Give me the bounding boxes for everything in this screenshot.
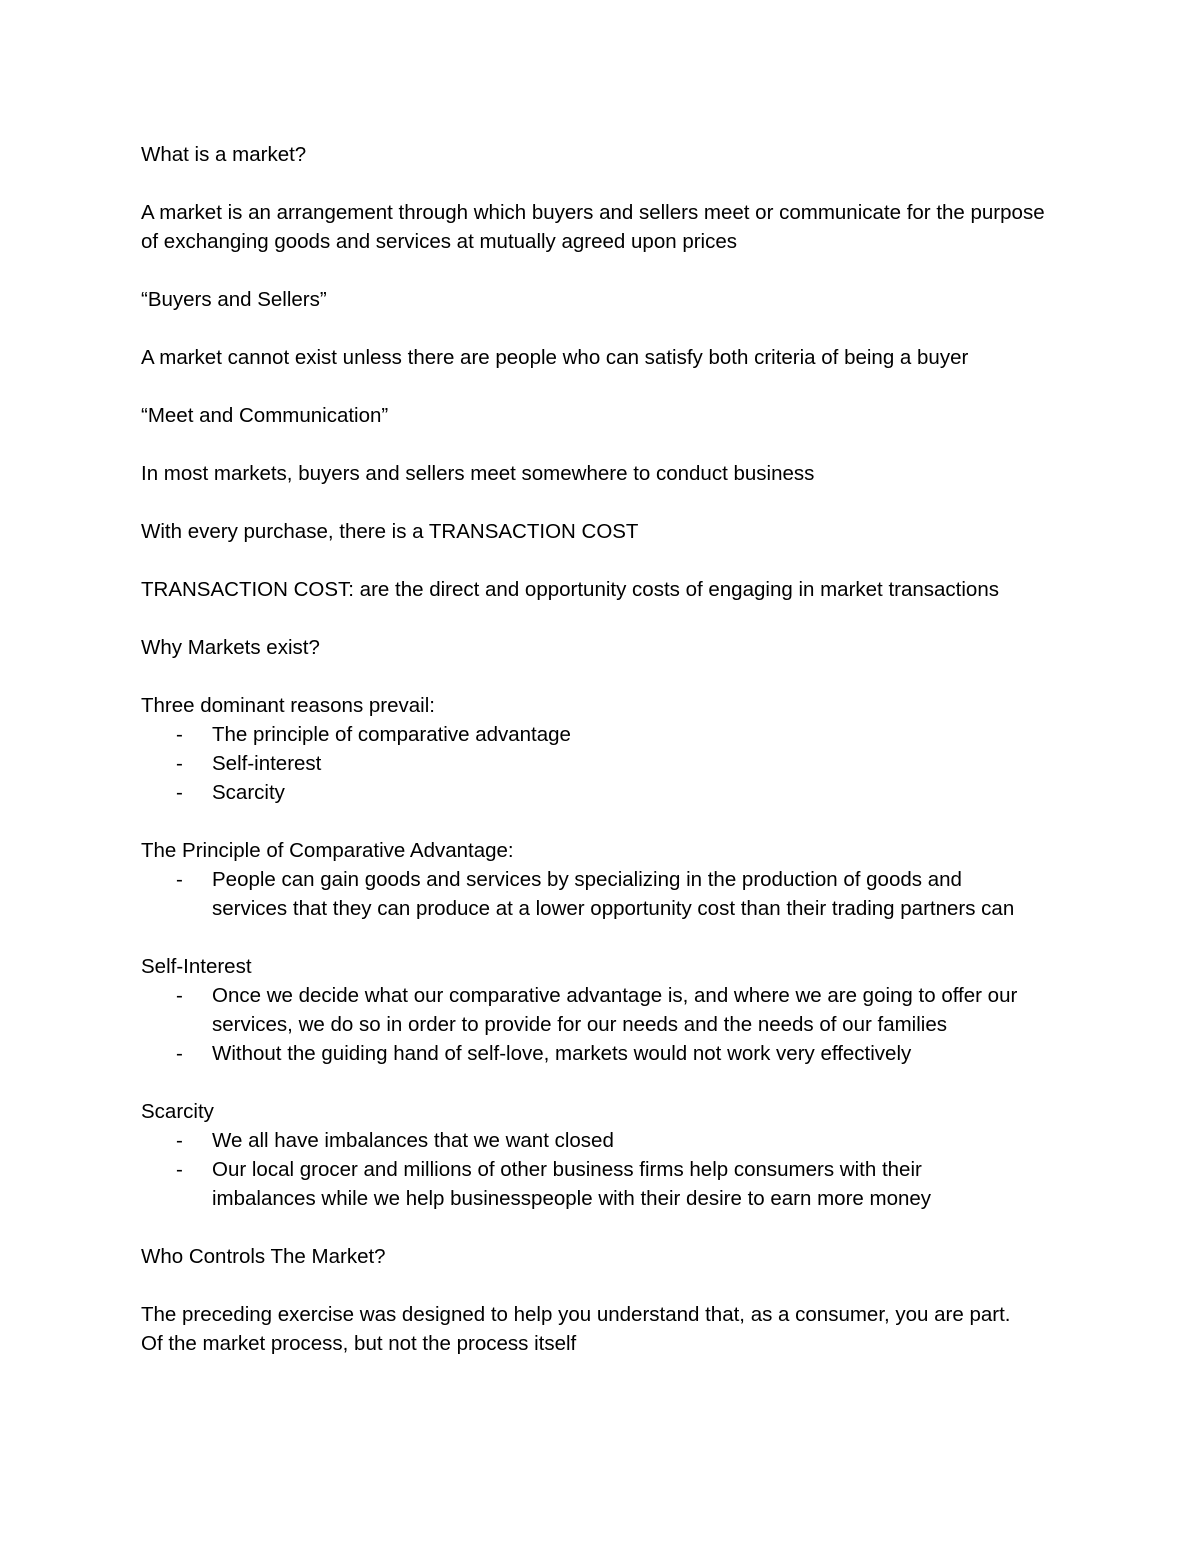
dash-bullet: - [176, 1042, 183, 1065]
list-item-text: Without the guiding hand of self-love, markets would not work very effectively [212, 1042, 912, 1065]
list-item [141, 1155, 1012, 1213]
dash-bullet: - [176, 752, 183, 775]
transaction-cost-definition: TRANSACTION COST: are the direct and opportunity costs of engaging in market transactions [141, 578, 999, 601]
dash-bullet: - [176, 781, 183, 804]
comparative-advantage-heading: The Principle of Comparative Advantage: [141, 839, 514, 862]
markets-meet-text: In most markets, buyers and sellers meet somewhere to conduct business [141, 462, 815, 485]
conclusion-line-2: Of the market process, but not the process itself [141, 1332, 577, 1355]
comparative-advantage-list [141, 865, 1081, 923]
list-item [141, 981, 1072, 1039]
list-item [141, 778, 1081, 807]
dash-bullet: - [176, 723, 183, 746]
dash-bullet: - [176, 1129, 183, 1152]
dash-bullet: - [176, 1158, 183, 1181]
list-item-text: Scarcity [212, 781, 285, 804]
market-existence-text: A market cannot exist unless there are people who can satisfy both criteria of being a buyer [141, 346, 969, 369]
buyers-sellers-heading: “Buyers and Sellers” [141, 288, 327, 311]
transaction-cost-text: With every purchase, there is a TRANSACTION COST [141, 520, 639, 543]
list-item-text: Our local grocer and millions of other business firms help consumers with their imbalances while we help businesspeople with their desire to earn more money [212, 1158, 932, 1210]
reasons-list [141, 720, 1081, 807]
reasons-heading: Three dominant reasons prevail: [141, 694, 435, 717]
scarcity-section [141, 1097, 1081, 1213]
list-item-text: We all have imbalances that we want closed [212, 1129, 614, 1152]
list-item [141, 1126, 1081, 1155]
document-body [141, 140, 1081, 1387]
list-item-text: The principle of comparative advantage [212, 723, 571, 746]
list-item-text: People can gain goods and services by specializing in the production of goods and services that they can produce at a lower opportunity cost than their trading partners can [212, 868, 1015, 920]
meet-communication-heading: “Meet and Communication” [141, 404, 389, 427]
scarcity-list [141, 1126, 1081, 1213]
list-item [141, 720, 1081, 749]
list-item [141, 865, 1032, 923]
who-controls-heading: Who Controls The Market? [141, 1245, 386, 1268]
conclusion-line-1: The preceding exercise was designed to help you understand that, as a consumer, you are part. [141, 1303, 1011, 1326]
scarcity-heading: Scarcity [141, 1100, 214, 1123]
self-interest-heading: Self-Interest [141, 955, 252, 978]
comparative-advantage-section [141, 836, 1081, 923]
list-item [141, 1039, 1081, 1068]
self-interest-list [141, 981, 1081, 1068]
list-item-text: Self-interest [212, 752, 322, 775]
why-markets-exist-heading: Why Markets exist? [141, 636, 320, 659]
dash-bullet: - [176, 868, 183, 891]
list-item [141, 749, 1081, 778]
dash-bullet: - [176, 984, 183, 1007]
question-what-is-market: What is a market? [141, 143, 307, 166]
reasons-section [141, 691, 1081, 807]
list-item-text: Once we decide what our comparative advantage is, and where we are going to offer our services, we do so in order to provide for our needs and the needs of our families [212, 984, 1018, 1036]
self-interest-section [141, 952, 1081, 1068]
market-definition: A market is an arrangement through which buyers and sellers meet or communicate for the purpose of exchanging goods and services at mutually agreed upon prices [141, 201, 1045, 253]
conclusion-paragraph [141, 1300, 1081, 1358]
